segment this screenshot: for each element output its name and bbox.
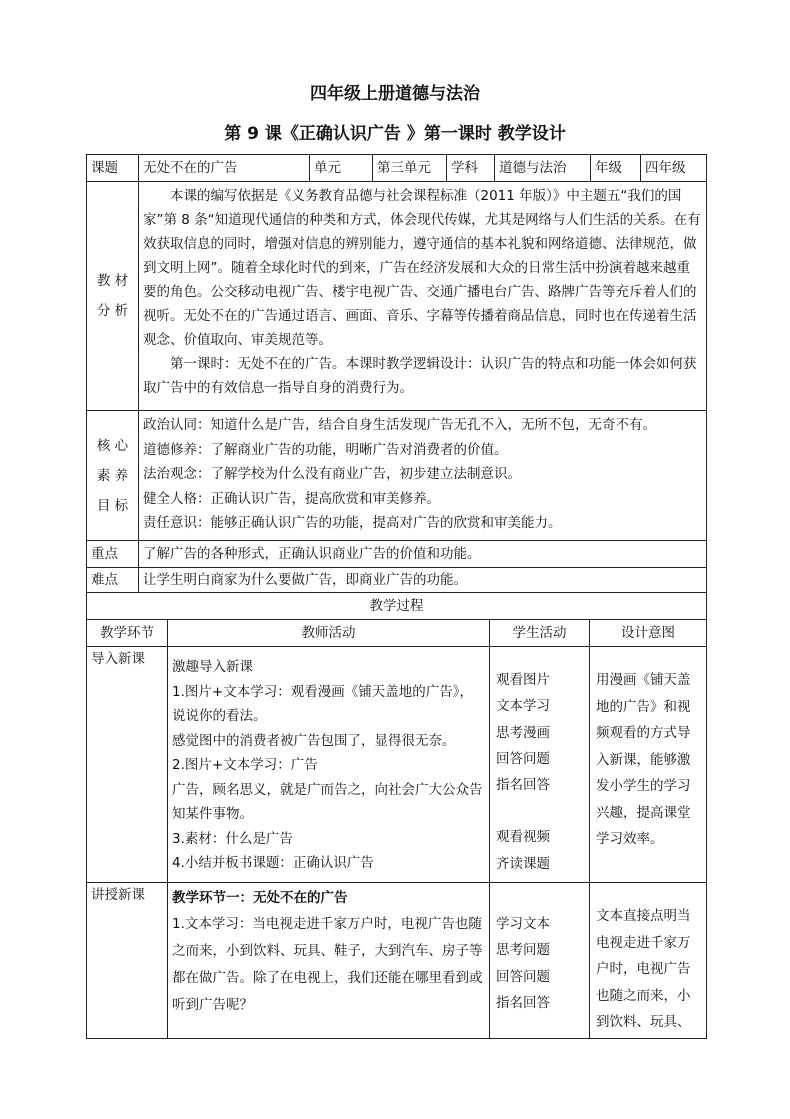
stage-cell: 导入新课 <box>87 647 168 883</box>
difficulty-label: 难点 <box>87 568 139 593</box>
student-line: 指名回答 <box>496 994 550 1011</box>
lesson-title: 第 9 课《正确认识广告 》第一课时 教学设计 <box>224 124 566 144</box>
analysis-paragraph-1: 本课的编写依据是《义务教育品德与社会课程标准（2011 年版）》中主题五“我们的国家”第 8 条“知道现代通信的种类和方式，体会现代传媒，尤其是网络与人们生活的关系。在有效获取信息的同时，增强对信息的辨别能力，遵守通信的基本礼貌和网络道德、法律规范，做到文明上网”。随着全球化时代的到来，广告在经济发展和大众的日常生活中扮演着越来越重要的角色。公交移动电视广告、楼宇电视广告、交通广播电台广告、路牌广告等充斥着人们的视听。无处不在的广告通过语言、画面、音乐、字幕等传播着商品信息，同时也在传递着生活观念、价值取向、审美规范等。 <box>143 188 701 348</box>
difficulty-text: 让学生明白商家为什么要做广告，即商业广告的功能。 <box>139 568 707 593</box>
student-activity-cell <box>490 883 590 1039</box>
process-title: 教学过程 <box>87 593 707 620</box>
student-line: 齐读课题 <box>496 855 550 872</box>
unit-value: 第三单元 <box>373 155 447 182</box>
subject-value: 道德与法治 <box>495 155 591 182</box>
header-stage: 教学环节 <box>87 620 168 647</box>
teacher-activity-cell <box>168 883 490 1039</box>
student-line: 观看视频 <box>496 829 550 846</box>
goals-label: 核 心 素 养 目 标 <box>87 411 139 541</box>
teacher-activity-cell <box>168 647 490 883</box>
goal-item: 政治认同：知道什么是广告，结合自身生活发现广告无孔不入，无所不包，无奇不有。 <box>143 417 656 433</box>
grade-label: 年级 <box>591 155 641 182</box>
student-line: 学习文本 <box>496 916 550 932</box>
header-intent: 设计意图 <box>590 620 707 647</box>
goal-item: 道德修养：了解商业广告的功能，明晰广告对消费者的价值。 <box>143 441 508 458</box>
grade-value: 四年级 <box>641 155 707 182</box>
header-teacher: 教师活动 <box>168 620 490 647</box>
goal-item: 责任意识：能够正确认识广告的功能，提高对广告的欣赏和审美能力。 <box>143 515 562 531</box>
table-row <box>87 647 707 883</box>
topic-label: 课题 <box>87 155 139 182</box>
design-intent-cell: 文本直接点明当电视走进千家万户时，电视广告也随之而来，小到饮料、玩具、 <box>590 883 707 1039</box>
student-line: 指名回答 <box>496 777 550 794</box>
table-row <box>87 883 707 1039</box>
header-student: 学生活动 <box>490 620 590 647</box>
analysis-content <box>139 182 707 411</box>
teacher-line: 激趣导入新课 <box>172 659 253 675</box>
teacher-heading: 教学环节一：无处不在的广告 <box>172 890 348 906</box>
teacher-line: 2.图片+文本学习：广告 <box>172 757 318 773</box>
student-activity-cell <box>490 647 590 883</box>
student-line: 回答问题 <box>496 750 550 767</box>
student-line: 思考漫画 <box>496 724 550 741</box>
teacher-line: 3.素材：什么是广告 <box>172 830 293 847</box>
student-line: 文本学习 <box>496 698 550 715</box>
teacher-line: 广告，顾名思义，就是广而告之，向社会广大公众告知某件事物。 <box>172 781 483 822</box>
subject-label: 学科 <box>447 155 495 182</box>
student-line: 观看图片 <box>496 672 550 688</box>
document-title: 四年级上册道德与法治 <box>310 84 480 104</box>
student-line: 回答问题 <box>496 968 550 985</box>
student-line: 思考问题 <box>496 942 550 959</box>
teacher-line: 1.图片+文本学习：观看漫画《铺天盖地的广告》，说说你的看法。 <box>172 683 473 724</box>
design-intent-cell: 用漫画《铺天盖地的广告》和视频观看的方式导入新课，能够激发小学生的学习兴趣，提高课堂学习效率。 <box>590 647 707 883</box>
teacher-line: 感觉图中的消费者被广告包围了，显得很无奈。 <box>172 732 456 749</box>
goal-item: 法治观念：了解学校为什么没有商业广告，初步建立法制意识。 <box>143 466 521 482</box>
analysis-label: 教 材 分 析 <box>87 182 139 411</box>
student-gap <box>496 798 585 824</box>
goals-list <box>139 411 707 541</box>
stage-cell: 讲授新课 <box>87 883 168 1039</box>
teacher-line: 1.文本学习：当电视走进千家万户时，电视广告也随之而来，小到饮料、玩具、鞋子，大到汽车、房子等都在做广告。除了在电视上，我们还能在哪里看到或听到广告呢？ <box>172 915 483 1013</box>
key-point-label: 重点 <box>87 541 139 568</box>
unit-label: 单元 <box>310 155 373 182</box>
analysis-paragraph-2: 第一课时：无处不在的广告。本课时教学逻辑设计：认识广告的特点和功能一体会如何获取广告中的有效信息一指导自身的消费行为。 <box>143 356 697 396</box>
teacher-line: 4.小结并板书课题：正确认识广告 <box>172 855 374 871</box>
topic-value: 无处不在的广告 <box>139 155 310 182</box>
goal-item: 健全人格：正确认识广告，提高欣赏和审美修养。 <box>143 490 440 507</box>
lesson-info-table <box>86 154 707 593</box>
key-point-text: 了解广告的各种形式，正确认识商业广告的价值和功能。 <box>139 541 707 568</box>
teaching-process-table <box>86 592 707 1039</box>
